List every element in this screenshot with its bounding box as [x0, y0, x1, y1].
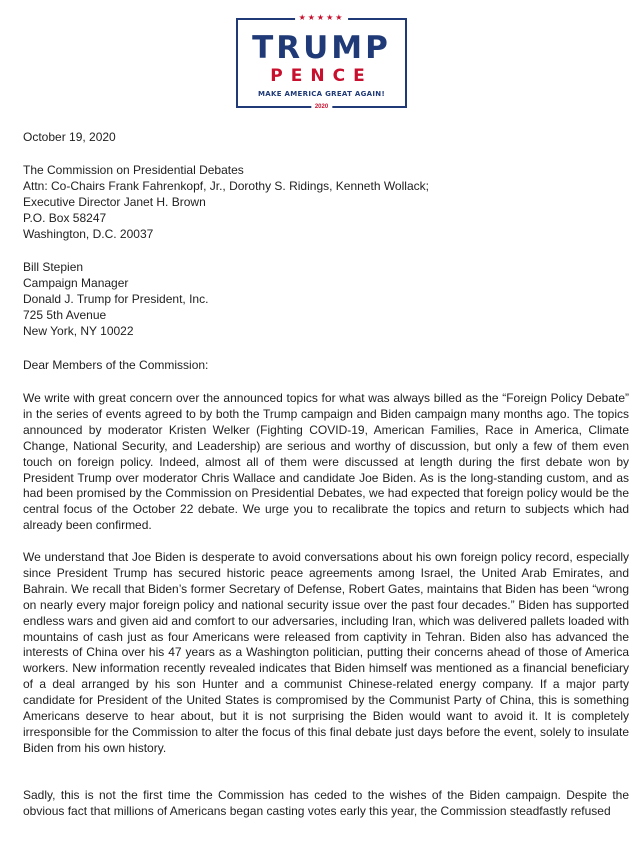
date-text: October 19, 2020 — [23, 130, 116, 144]
sender-line: New York, NY 10022 — [23, 323, 134, 338]
sender-line: Campaign Manager — [23, 275, 129, 290]
salutation — [23, 358, 629, 374]
addressee-line: The Commission on Presidential Debates — [23, 163, 244, 177]
sender-block — [23, 260, 629, 340]
sender-line: 725 5th Avenue — [23, 307, 107, 322]
addressee-line: Executive Director Janet H. Brown — [23, 194, 206, 209]
addressee-line: P.O. Box 58247 — [23, 210, 107, 225]
logo-slogan: MAKE AMERICA GREAT AGAIN! — [258, 90, 385, 98]
campaign-logo — [236, 13, 407, 110]
logo-year: 2020 — [311, 102, 332, 112]
paragraph-text: Sadly, this is not the first time the Commission has ceded to the wishes of the Biden campaign. Despite the obvious fact that millions of Americans began casting votes early this year, the Commission steadfastly refused — [23, 788, 629, 818]
addressee-line: Washington, D.C. 20037 — [23, 226, 154, 241]
body-paragraph-2 — [23, 550, 629, 757]
stars-icon: ★★★★★ — [295, 12, 349, 24]
addressee-line: Attn: Co-Chairs Frank Fahrenkopf, Jr., Dorothy S. Ridings, Kenneth Wollack; — [23, 178, 429, 193]
sender-line: Donald J. Trump for President, Inc. — [23, 291, 209, 306]
body-paragraph-3 — [23, 788, 629, 820]
logo-line1: TRUMP — [252, 30, 391, 66]
salutation-text: Dear Members of the Commission: — [23, 358, 209, 372]
letter-date — [23, 130, 629, 146]
paragraph-text: We understand that Joe Biden is desperate to avoid conversations about his own foreign policy record, especially since President Trump has secured historic peace agreements among Israel, the United Arab Emirates, and Bahrain. We recall that Biden’s former Secretary of Defense, Robert Gates, maintains that Biden has been “wrong on nearly every major foreign policy and national security issue over the past four decades.” Biden has supported endless wars and given aid and comfort to our adversaries, including Iran, which was delivered pallets loaded with mountains of cash just as four Americans were released from captivity in Tehran. Biden also has advanced the interests of China over his 47 years as a Washington politician, putting their concerns ahead of those of America workers. New information recently revealed indicates that Biden himself was mentioned as a financial beneficiary of a deal arranged by his son Hunter and a communist Chinese-related energy company. If a major party candidate for President of the United States is compromised by the Communist Party of China, this is something Americans deserve to hear about, but it is not surprising the Biden would want to avoid it. It is completely irresponsible for the Commission to alter the focus of this final debate just days before the event, solely to insulate Biden from his own history. — [23, 550, 629, 755]
logo-line2: PENCE — [270, 66, 373, 86]
paragraph-text: We write with great concern over the announced topics for what was always billed as the “Foreign Policy Debate” in the series of events agreed to by both the Trump campaign and Biden campaign many months ago. The topics announced by moderator Kristen Welker (Fighting COVID-19, American Families, Race in America, Climate Change, National Security, and Leadership) are serious and worthy of discussion, but only a few of them even touch on foreign policy. Indeed, almost all of them were discussed at length during the first debate won by President Trump over moderator Chris Wallace and candidate Joe Biden. As is the long-standing custom, and as had been promised by the Commission on Presidential Debates, we had expected that foreign policy would be the central focus of the October 22 debate. We urge you to recalibrate the topics and return to subjects which had already been confirmed. — [23, 391, 629, 533]
body-paragraph-1 — [23, 391, 629, 534]
sender-line: Bill Stepien — [23, 260, 84, 274]
addressee-block — [23, 163, 629, 243]
